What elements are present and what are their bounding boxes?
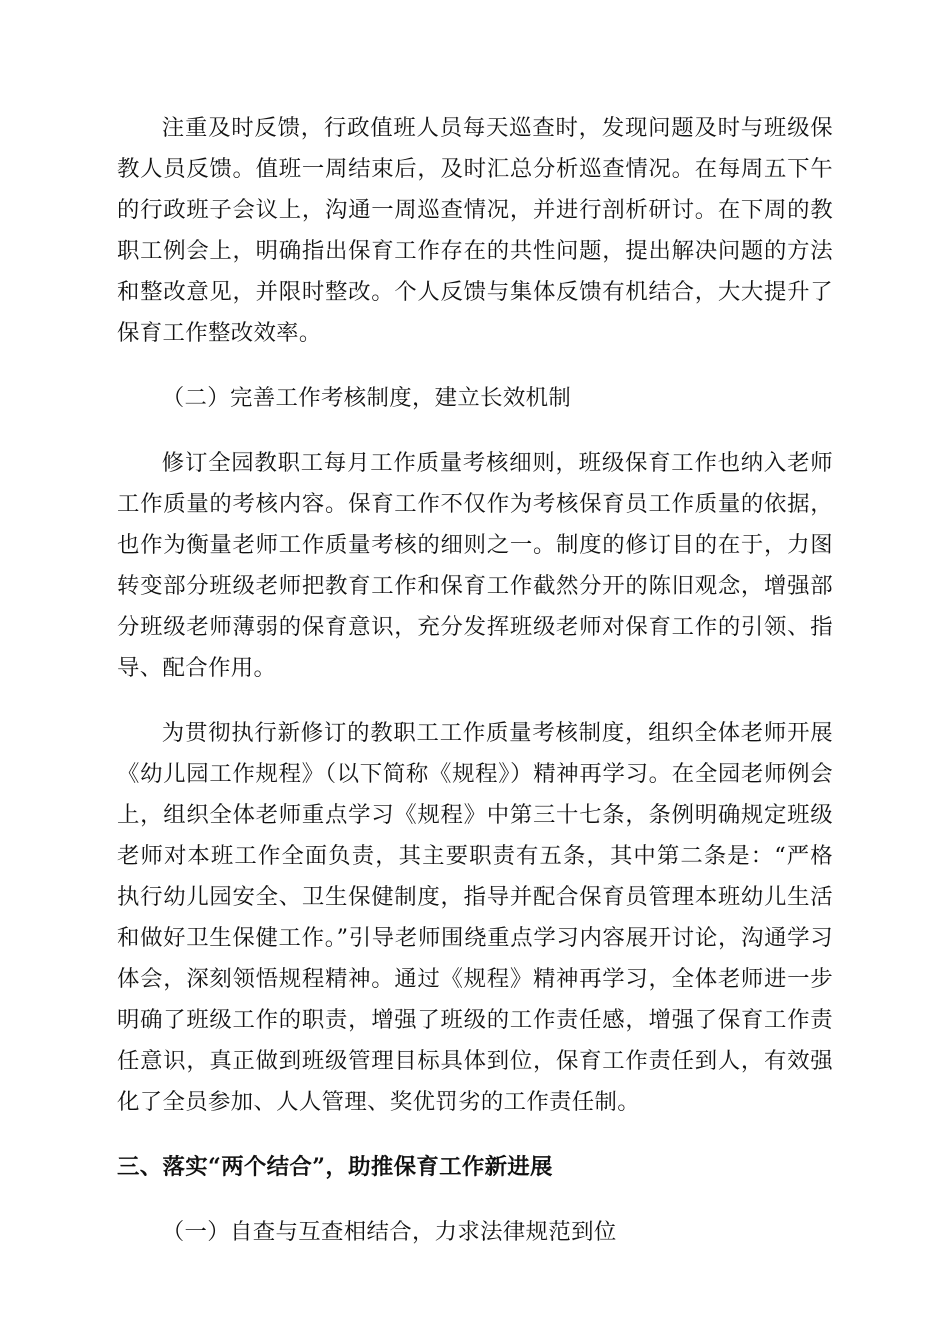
subheading-self-check: （一）自查与互查相结合，力求法律规范到位 [161,1219,617,1245]
document-body [117,108,833,1253]
paragraph-regulation-study: 为贯彻执行新修订的教职工工作质量考核制度，组织全体老师开展《幼儿园工作规程》（以下简称《规程》）精神再学习。在全园老师例会上，组织全体老师重点学习《规程》中第三十七条，条例明确规定班级老师对本班工作全面负责，其主要职责有五条，其中第二条是：“严格执行幼儿园安全、卫生保健制度，指导并配合保育员管理本班幼儿生活和做好卫生保健工作。”引导老师围绕重点学习内容展开讨论，沟通学习体会，深刻领悟规程精神。通过《规程》精神再学习，全体老师进一步明确了班级工作的职责，增强了班级的工作责任感，增强了保育工作责任意识，真正做到班级管理目标具体到位，保育工作责任到人，有效强化了全员参加、人人管理、奖优罚劣的工作责任制。 [117,720,833,1115]
paragraph-assessment-rules: 修订全园教职工每月工作质量考核细则，班级保育工作也纳入老师工作质量的考核内容。保育工作不仅作为考核保育员工作质量的依据，也作为衡量老师工作质量考核的细则之一。制度的修订目的在于，力图转变部分班级老师把教育工作和保育工作截然分开的陈旧观念，增强部分班级老师薄弱的保育意识，充分发挥班级老师对保育工作的引领、指导、配合作用。 [117,450,833,681]
section-heading-three: 三、落实“两个结合”，助推保育工作新进展 [117,1154,553,1180]
spacer [117,689,833,713]
subheading-assessment-system: （二）完善工作考核制度，建立长效机制 [161,385,572,411]
paragraph-feedback: 注重及时反馈，行政值班人员每天巡查时，发现问题及时与班级保教人员反馈。值班一周结束后，及时汇总分析巡查情况。在每周五下午的行政班子会议上，沟通一周巡查情况，并进行剖析研讨。在下周的教职工例会上，明确指出保育工作存在的共性问题，提出解决问题的方法和整改意见，并限时整改。个人反馈与集体反馈有机结合，大大提升了保育工作整改效率。 [117,115,833,346]
spacer [117,1188,833,1212]
spacer [117,354,833,378]
spacer [117,419,833,443]
spacer [117,1123,833,1147]
